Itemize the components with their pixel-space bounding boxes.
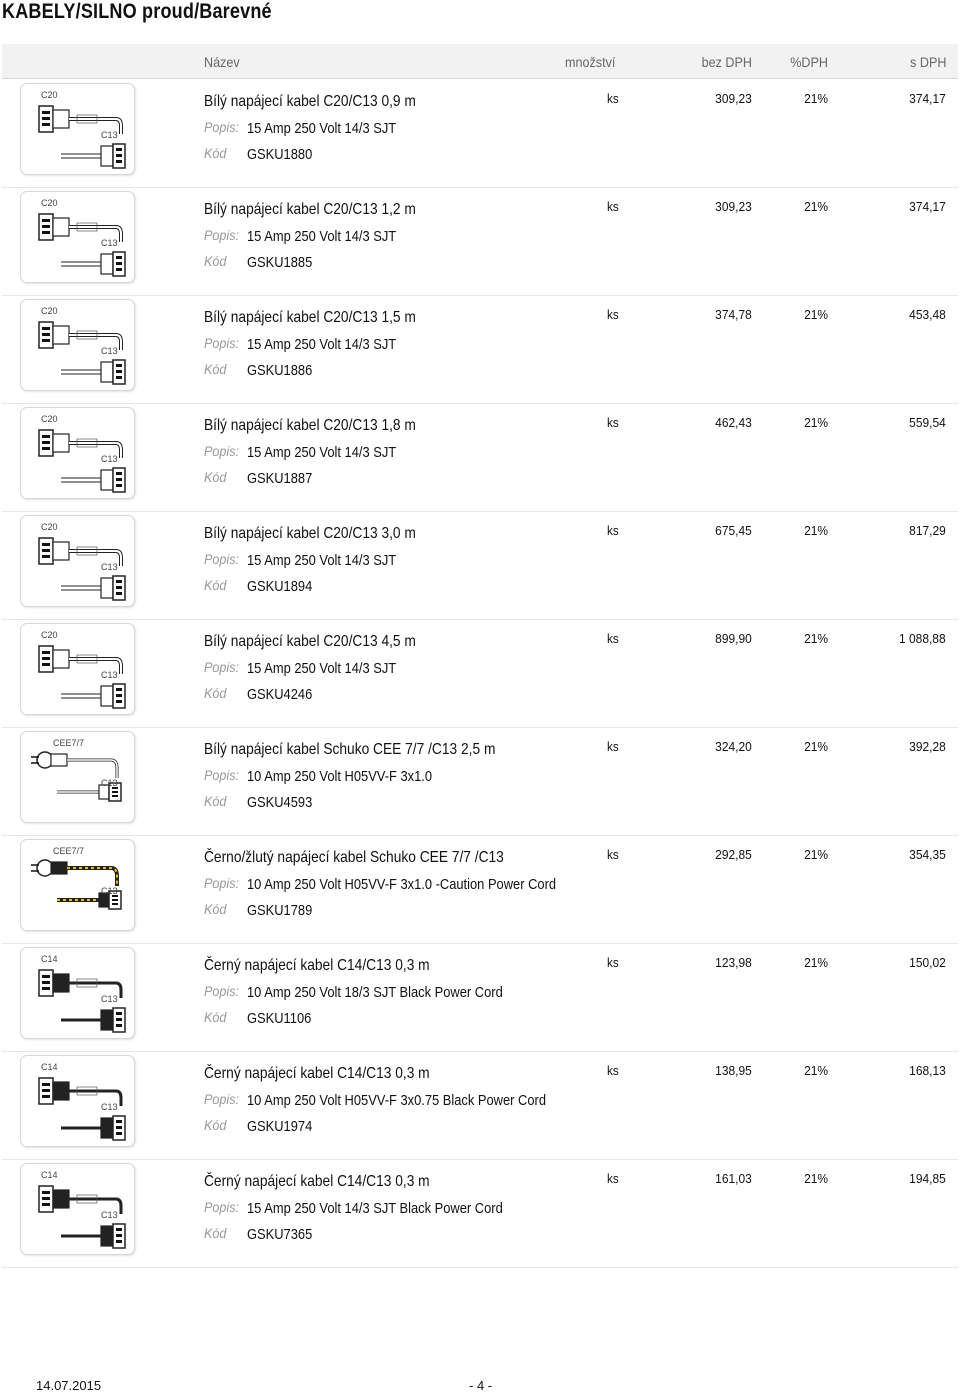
page-title: KABELY/SILNO proud/Barevné bbox=[2, 0, 272, 23]
product-name: Bílý napájecí kabel C20/C13 1,2 m bbox=[204, 201, 416, 218]
product-code: GSKU1886 bbox=[247, 362, 313, 379]
image-label-top: C14 bbox=[41, 1170, 58, 1180]
kod-label: Kód bbox=[204, 685, 227, 701]
product-unit: ks bbox=[607, 523, 619, 538]
product-description: 15 Amp 250 Volt 14/3 SJT bbox=[247, 120, 397, 137]
header-vat: %DPH bbox=[790, 54, 828, 70]
price-ex-vat: 309,23 bbox=[715, 199, 752, 214]
image-label-top: C20 bbox=[41, 414, 58, 424]
price-ex-vat: 374,78 bbox=[715, 307, 752, 322]
kod-label: Kód bbox=[204, 901, 227, 917]
kod-label: Kód bbox=[204, 577, 227, 593]
product-code: GSKU7365 bbox=[247, 1226, 313, 1243]
product-image bbox=[20, 299, 135, 391]
product-image bbox=[20, 191, 135, 283]
price-inc-vat: 1 088,88 bbox=[899, 631, 946, 646]
image-label-top: C20 bbox=[41, 306, 58, 316]
product-image bbox=[20, 1055, 135, 1147]
image-label-bottom: C13 bbox=[101, 562, 118, 572]
footer-page-number: - 4 - bbox=[469, 1378, 493, 1393]
price-inc-vat: 374,17 bbox=[909, 91, 946, 106]
product-name: Bílý napájecí kabel Schuko CEE 7/7 /C13 2,5 m bbox=[204, 741, 496, 758]
price-inc-vat: 168,13 bbox=[909, 1063, 946, 1078]
product-unit: ks bbox=[607, 631, 619, 646]
product-description: 10 Amp 250 Volt 18/3 SJT Black Power Cord bbox=[247, 984, 503, 1001]
header-price-ex-vat: bez DPH bbox=[701, 54, 752, 70]
popis-label: Popis: bbox=[204, 335, 240, 351]
footer-date: 14.07.2015 bbox=[36, 1378, 102, 1393]
product-unit: ks bbox=[607, 955, 619, 970]
product-name: Černý napájecí kabel C14/C13 0,3 m bbox=[204, 1065, 430, 1082]
product-row bbox=[2, 619, 958, 728]
product-code: GSKU1885 bbox=[247, 254, 313, 271]
kod-label: Kód bbox=[204, 469, 227, 485]
popis-label: Popis: bbox=[204, 875, 240, 891]
vat-rate: 21% bbox=[804, 415, 828, 430]
product-unit: ks bbox=[607, 415, 619, 430]
product-row bbox=[2, 1159, 958, 1268]
image-label-top: CEE7/7 bbox=[53, 846, 85, 856]
product-unit: ks bbox=[607, 739, 619, 754]
kod-label: Kód bbox=[204, 1009, 227, 1025]
product-code: GSKU1974 bbox=[247, 1118, 313, 1135]
product-unit: ks bbox=[607, 307, 619, 322]
product-unit: ks bbox=[607, 1171, 619, 1186]
image-label-bottom: C13 bbox=[101, 778, 118, 788]
product-name: Bílý napájecí kabel C20/C13 0,9 m bbox=[204, 93, 416, 110]
price-ex-vat: 123,98 bbox=[715, 955, 752, 970]
popis-label: Popis: bbox=[204, 767, 240, 783]
product-name: Bílý napájecí kabel C20/C13 1,5 m bbox=[204, 309, 416, 326]
price-inc-vat: 150,02 bbox=[909, 955, 946, 970]
popis-label: Popis: bbox=[204, 119, 240, 135]
popis-label: Popis: bbox=[204, 1199, 240, 1215]
product-image bbox=[20, 515, 135, 607]
vat-rate: 21% bbox=[804, 631, 828, 646]
product-unit: ks bbox=[607, 199, 619, 214]
product-row bbox=[2, 403, 958, 512]
vat-rate: 21% bbox=[804, 1063, 828, 1078]
header-qty: množství bbox=[565, 54, 616, 70]
product-code: GSKU4593 bbox=[247, 794, 313, 811]
price-ex-vat: 292,85 bbox=[715, 847, 752, 862]
price-ex-vat: 675,45 bbox=[715, 523, 752, 538]
product-unit: ks bbox=[607, 847, 619, 862]
product-image bbox=[20, 839, 135, 931]
product-description: 10 Amp 250 Volt H05VV-F 3x1.0 -Caution Power Cord bbox=[247, 876, 557, 893]
product-row bbox=[2, 727, 958, 836]
product-name: Bílý napájecí kabel C20/C13 4,5 m bbox=[204, 633, 416, 650]
header-name: Název bbox=[204, 54, 240, 70]
product-description: 15 Amp 250 Volt 14/3 SJT bbox=[247, 336, 397, 353]
product-image bbox=[20, 407, 135, 499]
product-code: GSKU4246 bbox=[247, 686, 313, 703]
vat-rate: 21% bbox=[804, 739, 828, 754]
price-ex-vat: 899,90 bbox=[715, 631, 752, 646]
product-description: 15 Amp 250 Volt 14/3 SJT bbox=[247, 228, 397, 245]
header-price-inc-vat: s DPH bbox=[909, 54, 946, 70]
price-inc-vat: 392,28 bbox=[909, 739, 946, 754]
image-label-top: C20 bbox=[41, 522, 58, 532]
price-ex-vat: 138,95 bbox=[715, 1063, 752, 1078]
product-row bbox=[2, 835, 958, 944]
product-name: Bílý napájecí kabel C20/C13 3,0 m bbox=[204, 525, 416, 542]
price-ex-vat: 309,23 bbox=[715, 91, 752, 106]
image-label-top: C20 bbox=[41, 90, 58, 100]
price-inc-vat: 817,29 bbox=[909, 523, 946, 538]
popis-label: Popis: bbox=[204, 659, 240, 675]
product-description: 15 Amp 250 Volt 14/3 SJT Black Power Cord bbox=[247, 1200, 503, 1217]
image-label-bottom: C13 bbox=[101, 670, 118, 680]
product-image bbox=[20, 947, 135, 1039]
product-code: GSKU1789 bbox=[247, 902, 313, 919]
product-image bbox=[20, 1163, 135, 1255]
vat-rate: 21% bbox=[804, 955, 828, 970]
kod-label: Kód bbox=[204, 145, 227, 161]
kod-label: Kód bbox=[204, 361, 227, 377]
popis-label: Popis: bbox=[204, 983, 240, 999]
product-name: Bílý napájecí kabel C20/C13 1,8 m bbox=[204, 417, 416, 434]
product-name: Černý napájecí kabel C14/C13 0,3 m bbox=[204, 1173, 430, 1190]
product-code: GSKU1887 bbox=[247, 470, 313, 487]
price-inc-vat: 453,48 bbox=[909, 307, 946, 322]
image-label-top: C20 bbox=[41, 630, 58, 640]
price-ex-vat: 462,43 bbox=[715, 415, 752, 430]
product-description: 15 Amp 250 Volt 14/3 SJT bbox=[247, 660, 397, 677]
price-ex-vat: 161,03 bbox=[715, 1171, 752, 1186]
product-unit: ks bbox=[607, 91, 619, 106]
product-image bbox=[20, 83, 135, 175]
vat-rate: 21% bbox=[804, 847, 828, 862]
image-label-top: CEE7/7 bbox=[53, 738, 85, 748]
product-row bbox=[2, 511, 958, 620]
kod-label: Kód bbox=[204, 1117, 227, 1133]
product-unit: ks bbox=[607, 1063, 619, 1078]
product-code: GSKU1880 bbox=[247, 146, 313, 163]
image-label-top: C20 bbox=[41, 198, 58, 208]
product-row bbox=[2, 1051, 958, 1160]
product-row bbox=[2, 79, 958, 188]
image-label-bottom: C13 bbox=[101, 1210, 118, 1220]
product-description: 10 Amp 250 Volt H05VV-F 3x0.75 Black Power Cord bbox=[247, 1092, 547, 1109]
product-description: 10 Amp 250 Volt H05VV-F 3x1.0 bbox=[247, 768, 433, 785]
image-label-bottom: C13 bbox=[101, 130, 118, 140]
product-name: Černo/žlutý napájecí kabel Schuko CEE 7/7 /C13 bbox=[204, 849, 504, 866]
kod-label: Kód bbox=[204, 1225, 227, 1241]
image-label-bottom: C13 bbox=[101, 454, 118, 464]
product-code: GSKU1894 bbox=[247, 578, 313, 595]
vat-rate: 21% bbox=[804, 307, 828, 322]
price-ex-vat: 324,20 bbox=[715, 739, 752, 754]
kod-label: Kód bbox=[204, 253, 227, 269]
image-label-bottom: C13 bbox=[101, 886, 118, 896]
vat-rate: 21% bbox=[804, 199, 828, 214]
product-code: GSKU1106 bbox=[247, 1010, 312, 1027]
price-inc-vat: 354,35 bbox=[909, 847, 946, 862]
product-row bbox=[2, 943, 958, 1052]
product-description: 15 Amp 250 Volt 14/3 SJT bbox=[247, 552, 397, 569]
popis-label: Popis: bbox=[204, 443, 240, 459]
product-description: 15 Amp 250 Volt 14/3 SJT bbox=[247, 444, 397, 461]
price-inc-vat: 374,17 bbox=[909, 199, 946, 214]
product-row bbox=[2, 187, 958, 296]
price-inc-vat: 194,85 bbox=[909, 1171, 946, 1186]
vat-rate: 21% bbox=[804, 1171, 828, 1186]
vat-rate: 21% bbox=[804, 523, 828, 538]
image-label-bottom: C13 bbox=[101, 346, 118, 356]
image-label-bottom: C13 bbox=[101, 238, 118, 248]
kod-label: Kód bbox=[204, 793, 227, 809]
product-image bbox=[20, 731, 135, 823]
popis-label: Popis: bbox=[204, 227, 240, 243]
image-label-top: C14 bbox=[41, 954, 58, 964]
product-row bbox=[2, 295, 958, 404]
image-label-bottom: C13 bbox=[101, 994, 118, 1004]
popis-label: Popis: bbox=[204, 1091, 240, 1107]
table-header bbox=[2, 44, 958, 79]
product-image bbox=[20, 623, 135, 715]
price-inc-vat: 559,54 bbox=[909, 415, 946, 430]
image-label-top: C14 bbox=[41, 1062, 58, 1072]
image-label-bottom: C13 bbox=[101, 1102, 118, 1112]
popis-label: Popis: bbox=[204, 551, 240, 567]
product-name: Černý napájecí kabel C14/C13 0,3 m bbox=[204, 957, 430, 974]
vat-rate: 21% bbox=[804, 91, 828, 106]
